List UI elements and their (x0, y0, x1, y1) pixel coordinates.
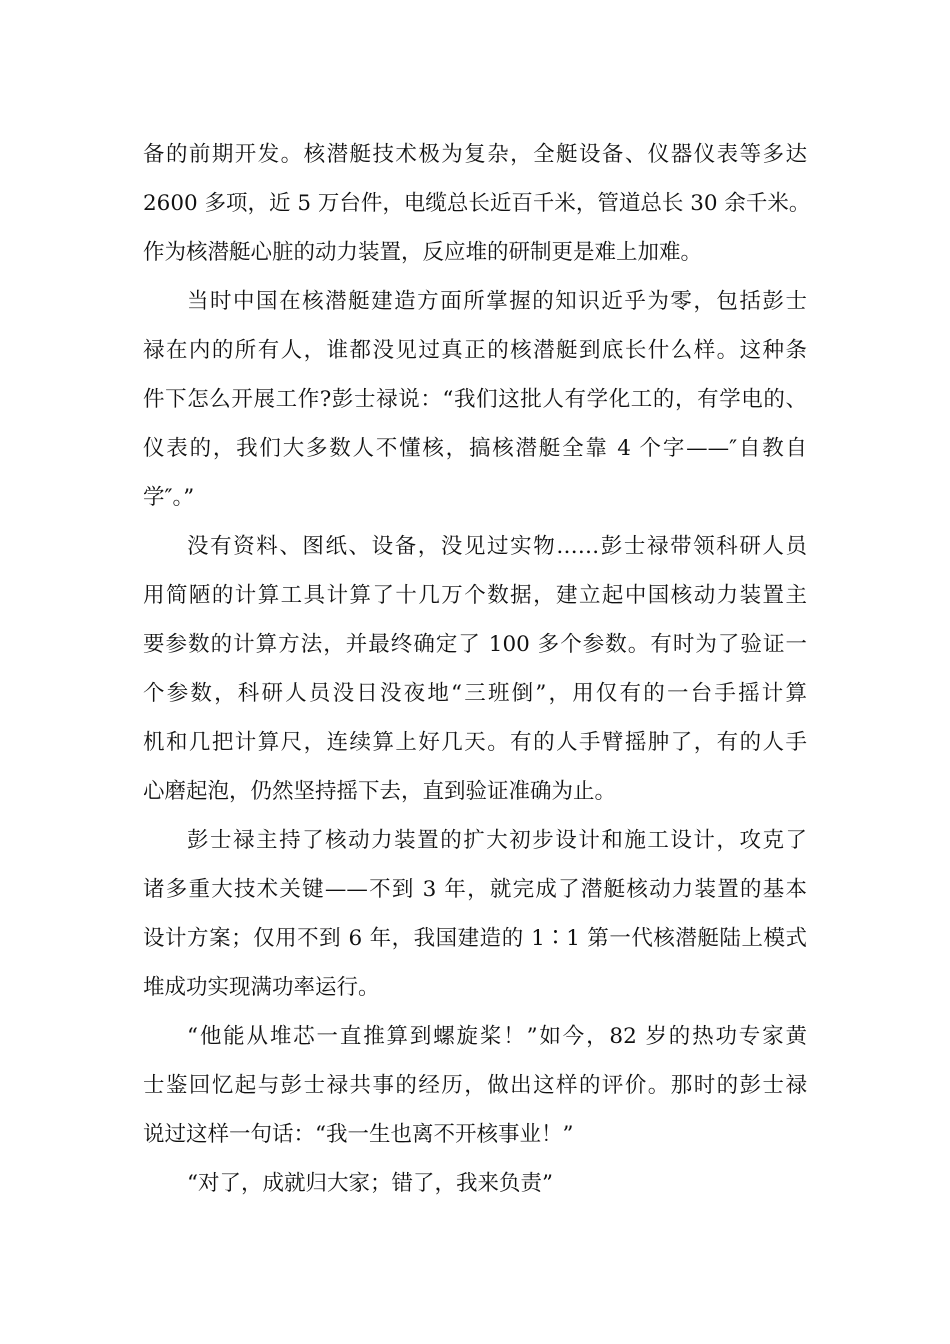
section-heading: “对了，成就归大家；错了，我来负责” (187, 1171, 553, 1196)
article-body (143, 130, 811, 1208)
text-line: 作为核潜艇心脏的动力装置，反应堆的研制更是难上加难。 (143, 240, 703, 265)
text-line: 仪表的，我们大多数人不懂核，搞核潜艇全靠 4 个字——″自教自 (143, 436, 807, 461)
text-line: 堆成功实现满功率运行。 (143, 975, 380, 1000)
text-line: 要参数的计算方法，并最终确定了 100 多个参数。有时为了验证一 (143, 632, 807, 657)
text-line: 个参数，科研人员没日没夜地“三班倒”，用仅有的一台手摇计算 (143, 681, 807, 706)
text-line: 备的前期开发。核潜艇技术极为复杂，全艇设备、仪器仪表等多达 (143, 142, 807, 167)
text-line: 机和几把计算尺，连续算上好几天。有的人手臂摇肿了，有的人手 (143, 730, 807, 755)
text-line: “他能从堆芯一直推算到螺旋桨！”如今，82 岁的热功专家黄 (187, 1024, 807, 1049)
text-line: 禄在内的所有人，谁都没见过真正的核潜艇到底长什么样。这种条 (143, 338, 807, 363)
text-line: 学″。” (143, 485, 195, 510)
text-line: 件下怎么开展工作?彭士禄说：“我们这批人有学化工的，有学电的、 (143, 387, 807, 412)
text-line: 当时中国在核潜艇建造方面所掌握的知识近乎为零，包括彭士 (187, 289, 807, 314)
text-line: 士鉴回忆起与彭士禄共事的经历，做出这样的评价。那时的彭士禄 (143, 1073, 807, 1098)
text-line: 诸多重大技术关键——不到 3 年，就完成了潜艇核动力装置的基本 (143, 877, 807, 902)
text-line: 设计方案；仅用不到 6 年，我国建造的 1∶1 第一代核潜艇陆上模式 (143, 926, 807, 951)
text-line: 说过这样一句话：“我一生也离不开核事业！” (143, 1122, 574, 1147)
text-line: 用简陋的计算工具计算了十几万个数据，建立起中国核动力装置主 (143, 583, 807, 608)
text-line: 心磨起泡，仍然坚持摇下去，直到验证准确为止。 (143, 779, 617, 804)
text-line: 彭士禄主持了核动力装置的扩大初步设计和施工设计，攻克了 (187, 828, 807, 853)
text-line: 2600 多项，近 5 万台件，电缆总长近百千米，管道总长 30 余千米。 (143, 191, 811, 216)
text-line: 没有资料、图纸、设备，没见过实物……彭士禄带领科研人员 (187, 534, 807, 559)
